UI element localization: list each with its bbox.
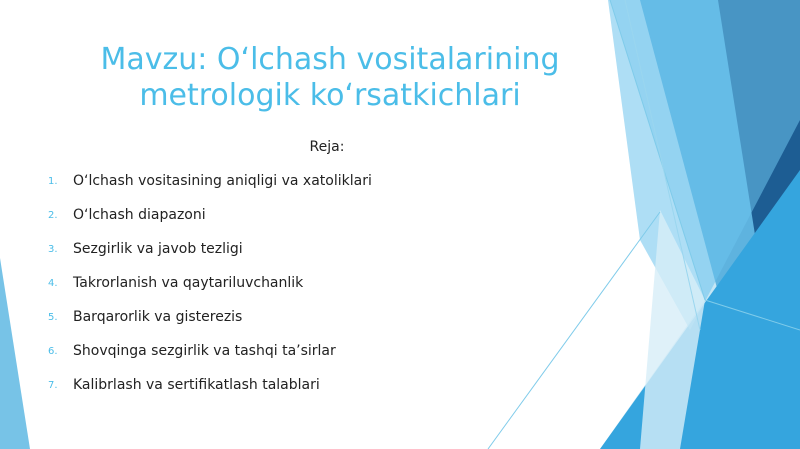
list-item-number: 4.: [48, 278, 58, 289]
list-item-number: 1.: [48, 176, 58, 187]
slide-title: [60, 42, 600, 114]
list-item: [0, 172, 600, 206]
list-item-text: O‘lchash diapazoni: [73, 207, 206, 223]
slide-title-line-2: metrologik ko‘rsatkichlari: [139, 78, 521, 113]
list-item-text: Barqarorlik va gisterezis: [73, 309, 243, 325]
list-item-number: 2.: [48, 210, 58, 221]
list-item-number: 7.: [48, 380, 58, 391]
list-item-text: Takrorlanish va qaytariluvchanlik: [73, 275, 304, 291]
list-item-number: 6.: [48, 346, 58, 357]
agenda-list: [0, 172, 600, 410]
list-item-text: O‘lchash vositasining aniqligi va xatoliklari: [73, 173, 372, 189]
list-item-number: 5.: [48, 312, 58, 323]
slide-subtitle: Reja:: [309, 139, 345, 155]
slide-title-line-1: Mavzu: O‘lchash vositalarining: [100, 42, 560, 77]
list-item-text: Sezgirlik va javob tezligi: [73, 241, 243, 257]
list-item: [0, 206, 600, 240]
list-item-text: Shovqinga sezgirlik va tashqi ta’sirlar: [73, 343, 336, 359]
list-item-number: 3.: [48, 244, 58, 255]
list-item: [0, 308, 600, 342]
list-item-text: Kalibrlash va sertifikatlash talablari: [73, 377, 320, 393]
list-item: [0, 274, 600, 308]
list-item: [0, 342, 600, 376]
list-item: [0, 376, 600, 410]
list-item: [0, 240, 600, 274]
